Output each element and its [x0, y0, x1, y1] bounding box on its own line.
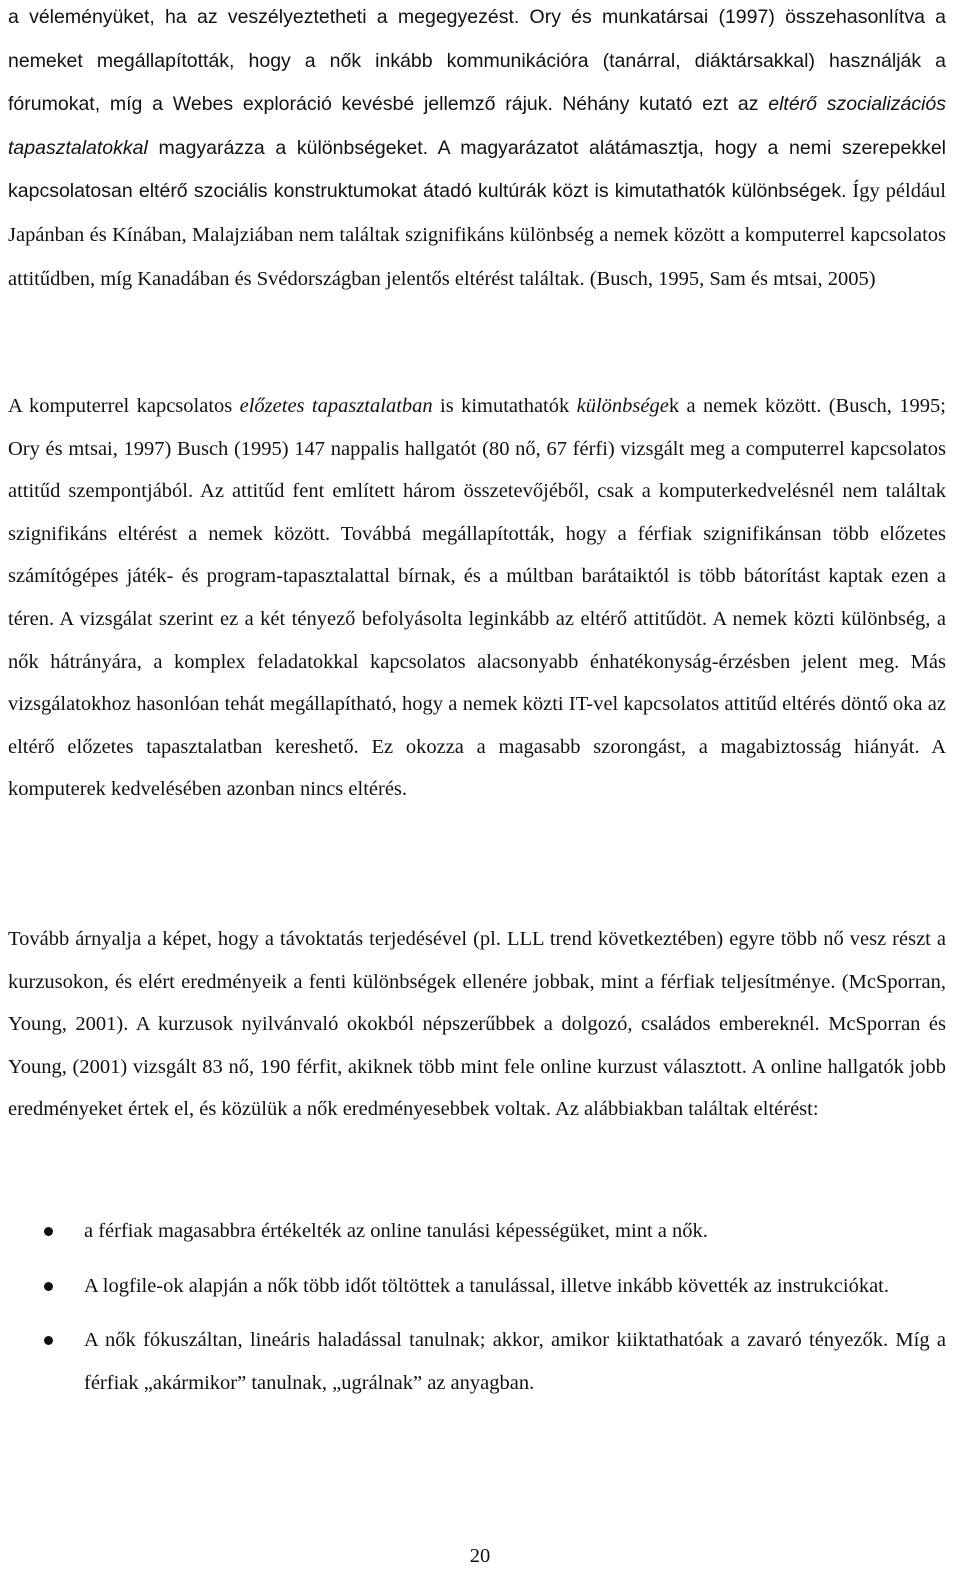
paragraph-1-explanation: magyarázatot alátámasztja, hogy a nemi szerepekkel kapcsolatosan eltérő szociális konstruktumokat átadó kultúrák közt is kimutathatók különbségek. [8, 136, 947, 203]
paragraph-1-intro: a véleményüket, ha az veszélyeztetheti a megegyezést. Ory és munkatársai (1997) összehasonlítva a nemeket megállapították, hogy a nők inkább kommunikációra (tanárral, diáktársakkal) használják a fórumokat, míg a Webes exploráció kevésbé jellemző rájuk. [8, 6, 946, 116]
paragraph-2-emphasis-1: előzetes tapasztalatban [239, 395, 433, 417]
list-item [0, 1265, 946, 1308]
paragraph-1-sentence-post: magyarázza a különbségeket. A [147, 136, 450, 159]
paragraph-2-body: k a nemek között. (Busch, 1995; Ory és mtsai, 1997) Busch (1995) 147 nappalis hallgatót (80 nő, 67 férfi) vizsgált meg a computerrel kapcsolatos attitűd szempontjából. Az attitűd fent említett három összetevőjéből, csak a komputerkedvelésnél nem találtak szignifikáns eltérést a nemek között. Továbbá megállapították, hogy a férfiak szignifikánsan több előzetes számítógépes játék- és program-tapasztalattal bírnak, és a múltban barátaiktól is több bátorítást kaptak ezen a téren. A vizsgálat szerint ez a két tényező befolyásolta leginkább az eltérő attitűdöt. A nemek közti különbség, a nők hátrányára, a komplex feladatokkal kapcsolatos alacsonyabb énhatékonyság-érzésben jelent meg. Más vizsgálatokhoz hasonlóan tehát megállapítható, hogy a nemek közti IT-vel kapcsolatos attitűd eltérés döntő oka az eltérő előzetes tapasztalatban kereshető. Ez okozza a magasabb szorongást, a magabiztosság hiányát. A komputerek kedvelésében azonban nincs eltérés. [8, 395, 946, 801]
bullet-icon [44, 1227, 53, 1236]
bullet-icon [44, 1336, 53, 1345]
paragraph-1-emphasis: eltérő szocializációs tapasztalatokkal [8, 93, 946, 159]
paragraph-1-examples: Így például Japánban és Kínában, Malajziában nem találtak szignifikáns különbség a nemek között a komputerrel kapcsolatos attitűdben, míg Kanadában és Svédországban jelentős eltérést találtak. (Busch, 1995, Sam és mtsai, 2005) [8, 180, 947, 290]
paragraph-3 [8, 918, 946, 1131]
paragraph-3-body: Tovább árnyalja a képet, hogy a távoktatás terjedésével (pl. LLL trend következtében) egyre több nő vesz részt a kurzusokon, és elért eredményeik a fenti különbségek ellenére jobbak, mint a férfiak teljesítménye. (McSporran, Young, 2001). A kurzusok nyilvánvaló okokból népszerűbbek a dolgozó, családos embereknél. McSporran és Young, (2001) vizsgált 83 nő, 190 férfit, akiknek több mint fele online kurzust választott. A online hallgatók jobb eredményeket értek el, és közülük a nők eredményesebbek voltak. Az alábbiakban találtak eltérést: [8, 928, 946, 1121]
page-number: 20 [469, 1545, 491, 1567]
bullet-icon [44, 1282, 53, 1291]
list-item [0, 1319, 946, 1404]
paragraph-2-emphasis-2: különbsége [576, 395, 669, 417]
bullet-list [0, 1210, 946, 1416]
list-item [0, 1210, 946, 1253]
paragraph-1-sentence-pre: Néhány kutató ezt az [562, 93, 769, 116]
paragraph-2-pre: A komputerrel kapcsolatos [8, 395, 240, 417]
paragraph-2 [8, 385, 946, 811]
paragraph-2-mid: is kimutathatók [432, 395, 577, 417]
paragraph-1 [8, 0, 946, 301]
list-item-text: A nők fókuszáltan, lineáris haladással tanulnak; akkor, amikor kiiktathatóak a zavaró tényezők. Míg a férfiak „akármikor” tanulnak, „ugrálnak” az anyagban. [84, 1329, 946, 1394]
list-item-text: a férfiak magasabbra értékelték az online tanulási képességüket, mint a nők. [84, 1220, 708, 1242]
list-item-text: A logfile-ok alapján a nők több időt töltöttek a tanulással, illetve inkább követték az instrukciókat. [84, 1274, 889, 1297]
